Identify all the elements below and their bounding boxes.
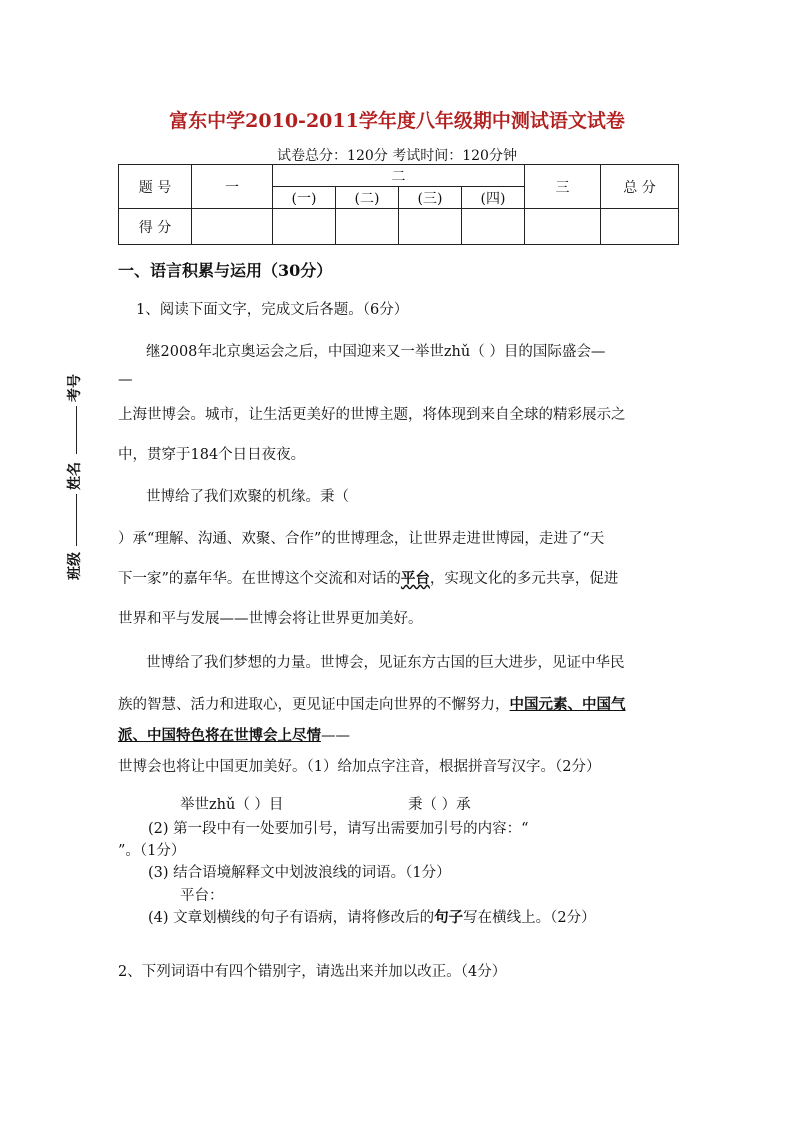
exam-title: 富东中学2010-2011学年度八年级期中测试语文试卷 [169, 110, 625, 132]
passage-p3-line4: 世博会也将让中国更加美好。（1）给加点字注音，根据拼音写汉字。（2分） [118, 759, 601, 775]
passage-p2-line3-text-a: 下一家”的嘉年华。在世博这个交流和对话的 [118, 571, 401, 587]
subq3-text: (3) 结合语境解释文中划波浪线的词语。（1分） [148, 865, 451, 881]
passage-p2-line2: ）承“理解、沟通、欢聚、合作”的世博理念，让世界走进世博园，走进了“天 [118, 531, 605, 547]
score-cell-total[interactable] [601, 209, 679, 245]
passage-p1-line1: 继2008年北京奥运会之后，中国迎来又一举世zhǔ（ ）目的国际盛会— [146, 344, 606, 360]
score-table-header-total: 总 分 [601, 165, 679, 209]
subq4-text-b: 写在横线上。（2分） [463, 910, 596, 926]
sidebar-exam-number-line [76, 406, 77, 454]
subq1-pinyin-item: 举世zhǔ（ ）目 [180, 797, 284, 813]
passage-p1-line2: — [118, 372, 133, 388]
subq4-text-a: (4) 文章划横线的句子有语病，请将修改后的 [148, 910, 435, 926]
passage-p1-line4: 中，贯穿于184个日日夜夜。 [118, 447, 306, 463]
score-table-sub-2: (二) [336, 187, 399, 209]
score-table-sub-3: (三) [399, 187, 462, 209]
passage-p3-line3 [118, 724, 350, 745]
subq2-line2: ”。（1分） [118, 843, 186, 859]
score-cell-2-3[interactable] [399, 209, 462, 245]
score-cell-2-1[interactable] [273, 209, 336, 245]
passage-p2-line1: 世博给了我们欢聚的机缘。秉（ [146, 489, 349, 505]
sidebar-class-label: 班级 [67, 552, 83, 580]
subq4-text [148, 906, 596, 927]
subq4-bold-word: 句子 [434, 909, 464, 926]
score-cell-2-4[interactable] [462, 209, 525, 245]
underlined-sentence-part1: 中国元素、中国气 [509, 696, 626, 713]
passage-p2-line3 [118, 567, 618, 588]
subq2-line1: (2) 第一段中有一处要加引号，请写出需要加引号的内容：“ [148, 821, 529, 837]
question1-intro: 1、阅读下面文字，完成文后各题。（6分） [136, 302, 409, 318]
score-table-header-number: 题 号 [119, 165, 192, 209]
wavy-underlined-word: 平台 [400, 570, 430, 587]
passage-p3-line3-dash: —— [321, 728, 350, 744]
subq3-answer-label: 平台： [180, 888, 224, 904]
passage-p3-line2-text: 族的智慧、活力和进取心，更见证中国走向世界的不懈努力， [118, 697, 510, 713]
sidebar-name-label: 姓名 [67, 462, 83, 490]
sidebar-name-line [76, 494, 77, 546]
score-table-header-part1: 一 [192, 165, 273, 209]
underlined-sentence-part2: 派、中国特色将在世博会上尽情 [118, 727, 321, 744]
passage-p3-line1: 世博给了我们梦想的力量。世博会，见证东方古国的巨大进步，见证中华民 [146, 655, 625, 671]
passage-p1-line3: 上海世博会。城市，让生活更美好的世博主题，将体现到来自全球的精彩展示之 [118, 407, 626, 423]
passage-p2-line3-text-b: ，实现文化的多元共享，促进 [429, 571, 619, 587]
score-table-header-part2: 二 [273, 165, 525, 187]
score-cell-1[interactable] [192, 209, 273, 245]
score-table [118, 164, 679, 245]
exam-subtitle: 试卷总分：120分 考试时间：120分钟 [277, 148, 517, 164]
passage-p3-line2 [118, 693, 626, 714]
score-table-sub-1: (一) [273, 187, 336, 209]
sidebar-exam-number-label: 考号 [67, 374, 83, 402]
subq1-char-item: 秉（ ）承 [408, 797, 471, 813]
section1-heading: 一、语言积累与运用（30分） [118, 261, 333, 280]
score-table-sub-4: (四) [462, 187, 525, 209]
score-cell-3[interactable] [525, 209, 601, 245]
score-table-header-part3: 三 [525, 165, 601, 209]
question2-text: 2、下列词语中有四个错别字，请选出来并加以改正。（4分） [118, 964, 507, 980]
passage-p2-line4: 世界和平与发展——世博会将让世界更加美好。 [118, 611, 423, 627]
score-table-row-label: 得 分 [119, 209, 192, 245]
score-cell-2-2[interactable] [336, 209, 399, 245]
